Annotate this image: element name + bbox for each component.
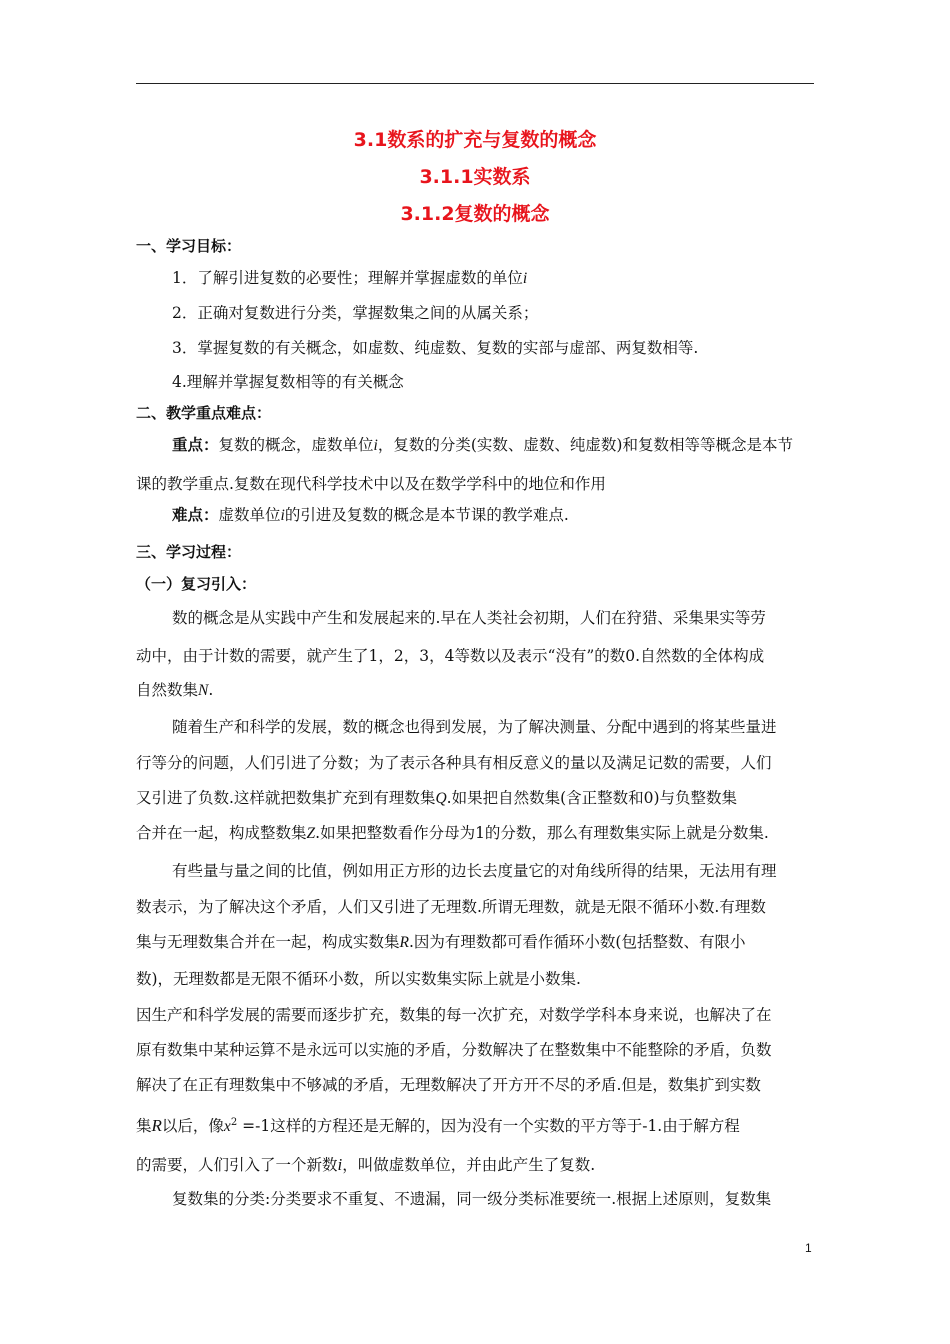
- section1-heading: 一、学习目标：: [136, 237, 242, 255]
- paragraph4-line2: 原有数集中某种运算不是永远可以实施的矛盾，分数解决了在整数集中不能整除的矛盾，负数: [136, 1041, 772, 1059]
- paragraph4-line1: 因生产和科学发展的需要而逐步扩充，数集的每一次扩充，对数学学科本身来说，也解决了在: [136, 1006, 772, 1024]
- math-symbol: i: [522, 270, 528, 287]
- main-title: 3.1数系的扩充与复数的概念: [353, 129, 597, 151]
- paragraph2-line2: 行等分的问题，人们引进了分数；为了表示各种具有相反意义的量以及满足记数的需要，人们: [136, 754, 772, 772]
- key-points-line1: 重点：复数的概念，虚数单位i，复数的分类(实数、虚数、纯虚数)和复数相等等概念是本节: [172, 436, 793, 454]
- difficulty-label: 难点：: [172, 506, 219, 524]
- paragraph3-line1: 有些量与量之间的比值，例如用正方形的边长去度量它的对角线所得的结果，无法用有理: [172, 862, 777, 880]
- subtitle-2: 3.1.2复数的概念: [400, 203, 550, 225]
- difficulty-line: 难点：虚数单位i的引进及复数的概念是本节课的教学难点.: [172, 506, 569, 524]
- paragraph4-line5: 的需要，人们引入了一个新数i，叫做虚数单位，并由此产生了复数.: [136, 1155, 596, 1174]
- key-points-label: 重点：: [172, 436, 219, 454]
- paragraph5-line1: 复数集的分类:分类要求不重复、不遗漏，同一级分类标准要统一.根据上述原则，复数集: [172, 1190, 772, 1208]
- math-variable: x: [223, 1118, 231, 1135]
- math-symbol: R: [399, 934, 409, 951]
- paragraph2-line4: 合并在一起，构成整数集Z.如果把整数看作分母为1的分数，那么有理数集实际上就是分数集.: [136, 824, 769, 842]
- section3-heading: 三、学习过程：: [136, 543, 242, 561]
- math-symbol: i: [373, 437, 378, 454]
- math-symbol: N: [198, 682, 209, 699]
- header-rule: [136, 83, 814, 84]
- paragraph4-line4: 集R以后，像$x^2 =-1$这样的方程还是无解的，因为没有一个实数的平方等于-1.由于解方程: [136, 1116, 740, 1135]
- objective-4: 4.理解并掌握复数相等的有关概念: [172, 373, 404, 391]
- math-symbol: Z: [306, 825, 316, 842]
- objective-2: 2．正确对复数进行分类，掌握数集之间的从属关系；: [172, 304, 539, 322]
- paragraph2-line1: 随着生产和科学的发展，数的概念也得到发展，为了解决测量、分配中遇到的将某些量进: [172, 718, 777, 736]
- paragraph3-line2: 数表示，为了解决这个矛盾，人们又引进了无理数.所谓无理数，就是无限不循环小数.有理数: [136, 898, 766, 916]
- page-number: 1: [805, 1241, 812, 1255]
- paragraph3-line3: 集与无理数集合并在一起，构成实数集R.因为有理数都可看作循环小数(包括整数、有限小: [136, 933, 746, 951]
- objective-1: 1．了解引进复数的必要性；理解并掌握虚数的单位i: [172, 269, 528, 287]
- review-heading: （一）复习引入：: [136, 575, 257, 593]
- paragraph2-line3: 又引进了负数.这样就把数集扩充到有理数集Q.如果把自然数集(含正整数和0)与负整数集: [136, 789, 738, 807]
- math-exponent: 2: [230, 1116, 238, 1128]
- paragraph4-line3: 解决了在正有理数集中不够减的矛盾，无理数解决了开方开不尽的矛盾.但是，数集扩到实数: [136, 1076, 761, 1094]
- paragraph1-line3: 自然数集N.: [136, 681, 214, 699]
- key-points-line2: 课的教学重点.复数在现代科学技术中以及在数学学科中的地位和作用: [136, 475, 606, 493]
- math-symbol: Q: [435, 790, 447, 807]
- paragraph3-line4: 数)，无理数都是无限不循环小数，所以实数集实际上就是小数集.: [136, 970, 581, 988]
- math-symbol: i: [280, 507, 285, 524]
- section2-heading: 二、教学重点难点：: [136, 404, 272, 422]
- paragraph1-line2: 动中，由于计数的需要，就产生了1，2，3，4等数以及表示“没有”的数0.自然数的全体构成: [136, 647, 765, 665]
- subtitle-1: 3.1.1实数系: [419, 166, 531, 188]
- math-symbol: i: [337, 1155, 343, 1174]
- math-symbol: R: [151, 1116, 162, 1135]
- objective-3: 3．掌握复数的有关概念，如虚数、纯虚数、复数的实部与虚部、两复数相等.: [172, 339, 699, 357]
- paragraph1-line1: 数的概念是从实践中产生和发展起来的.早在人类社会初期，人们在狩猎、采集果实等劳: [172, 609, 766, 627]
